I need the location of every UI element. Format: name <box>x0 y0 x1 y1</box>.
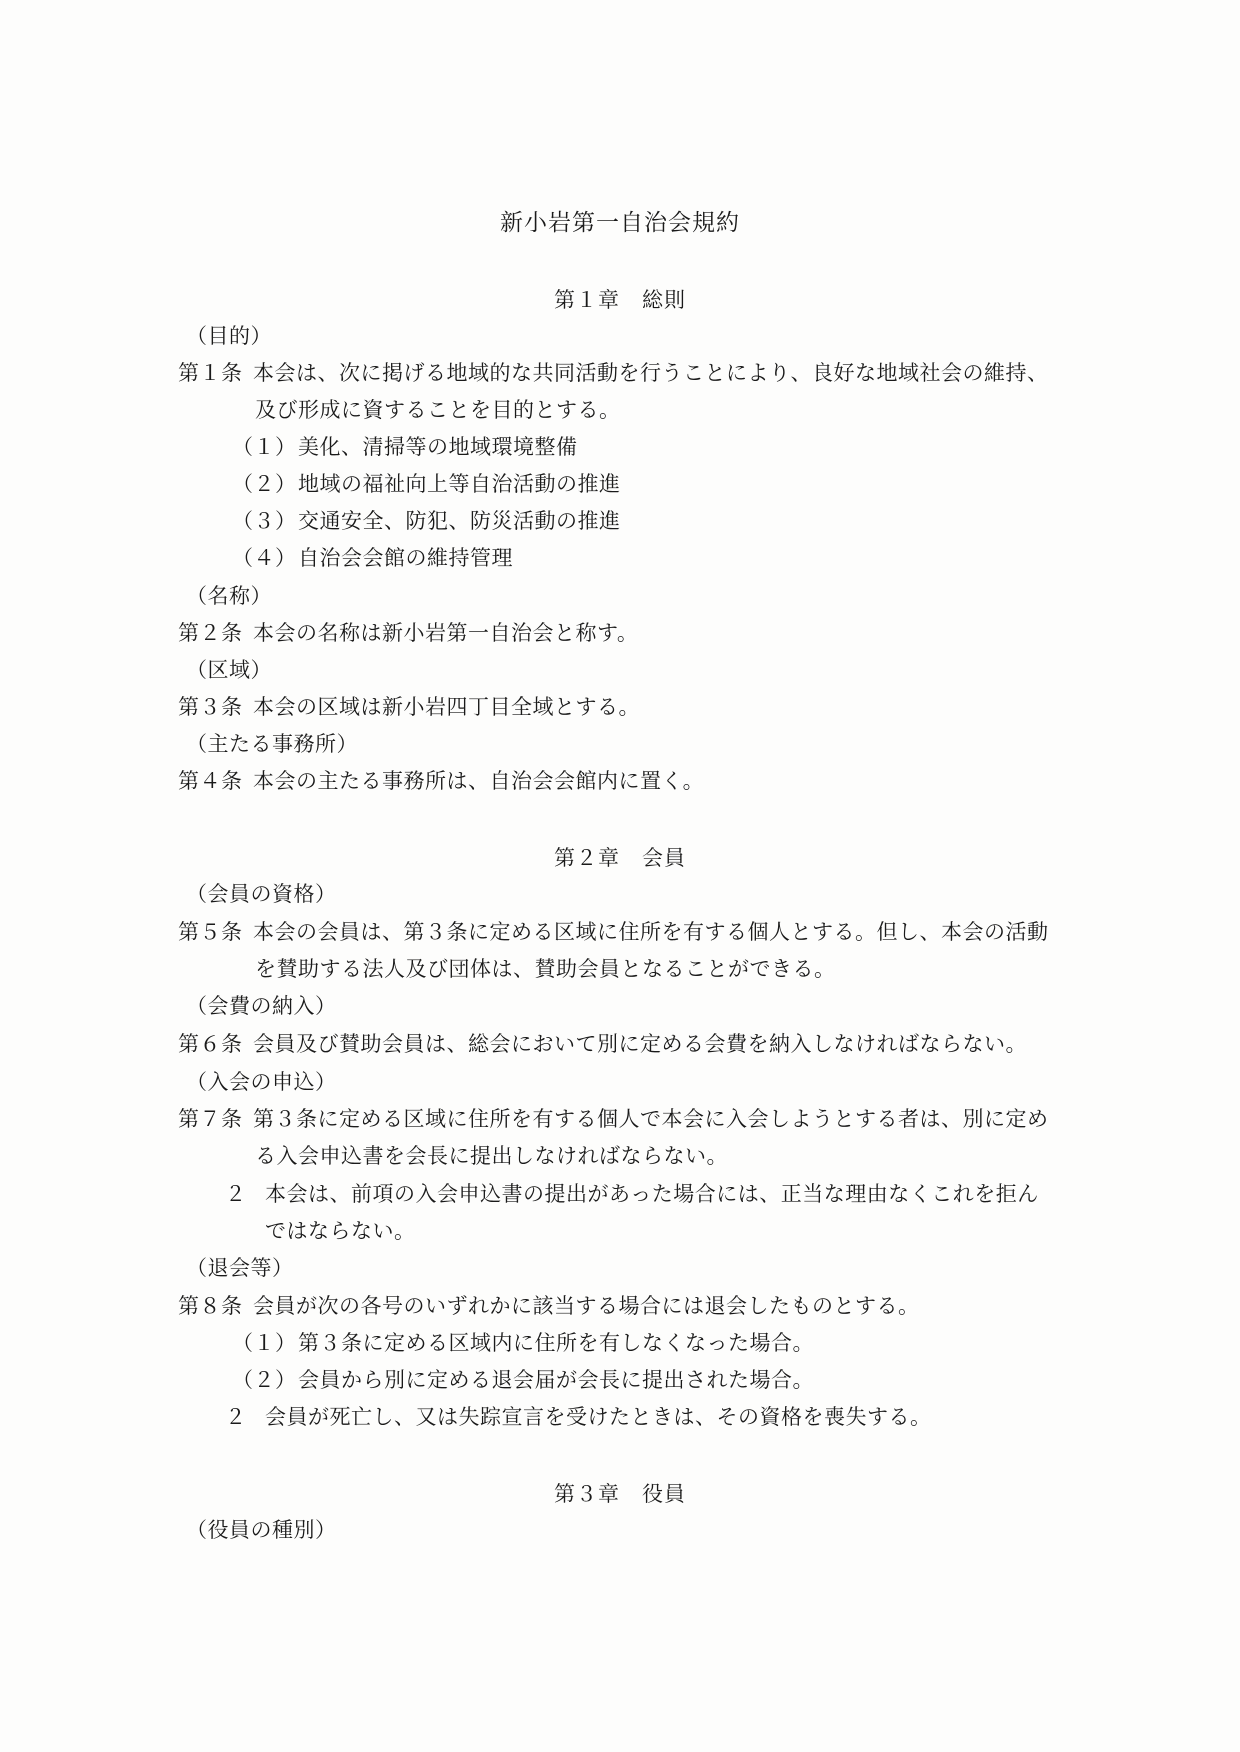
list-item <box>232 431 578 461</box>
item-number: （１） <box>232 435 297 459</box>
item-number: （３） <box>232 509 297 533</box>
article-text: 会員及び賛助会員は、総会において別に定める会費を納入しなければならない。 <box>253 1032 1027 1056</box>
item-text: 第３条に定める区域内に住所を有しなくなった場合。 <box>298 1331 814 1355</box>
article-number: 第５条 <box>178 920 243 944</box>
paragraph-text: 会員が死亡し、又は失踪宣言を受けたときは、その資格を喪失する。 <box>265 1405 932 1429</box>
chapter-heading-1: 第１章 総則 <box>554 288 686 312</box>
article-caption: （名称） <box>186 584 272 608</box>
item-text: 交通安全、防犯、防災活動の推進 <box>298 509 621 533</box>
item-text: 美化、清掃等の地域環境整備 <box>298 435 578 459</box>
article-2 <box>178 617 638 647</box>
paragraph-number: ２ <box>225 1405 247 1429</box>
article-number: 第４条 <box>178 769 243 793</box>
chapter-heading-2: 第２章 会員 <box>554 846 686 870</box>
article-text: 会員が次の各号のいずれかに該当する場合には退会したものとする。 <box>253 1294 920 1318</box>
article-text: 第３条に定める区域に住所を有する個人で本会に入会しようとする者は、別に定め <box>253 1107 1049 1131</box>
paragraph-2 <box>225 1401 932 1431</box>
article-5 <box>178 916 1049 946</box>
article-caption: （会費の納入） <box>186 994 337 1018</box>
list-item <box>232 542 513 572</box>
item-number: （２） <box>232 472 297 496</box>
article-text: 本会は、次に掲げる地域的な共同活動を行うことにより、良好な地域社会の維持、 <box>253 361 1049 385</box>
article-number: 第６条 <box>178 1032 243 1056</box>
article-caption: （退会等） <box>186 1256 294 1280</box>
paragraph-2 <box>225 1178 1039 1208</box>
article-number: 第７条 <box>178 1107 243 1131</box>
article-8 <box>178 1290 920 1320</box>
item-text: 自治会会館の維持管理 <box>298 546 513 570</box>
item-number: （１） <box>232 1331 297 1355</box>
list-item <box>232 468 621 498</box>
chapter-heading-3: 第３章 役員 <box>554 1482 686 1506</box>
list-item <box>232 1327 814 1357</box>
article-text: 本会の会員は、第３条に定める区域に住所を有する個人とする。但し、本会の活動 <box>253 920 1049 944</box>
article-caption: （入会の申込） <box>186 1070 337 1094</box>
article-text-continued: 及び形成に資することを目的とする。 <box>255 398 621 422</box>
article-3 <box>178 691 640 721</box>
article-6 <box>178 1028 1027 1058</box>
list-item <box>232 505 621 535</box>
article-text-continued: る入会申込書を会長に提出しなければならない。 <box>255 1144 728 1168</box>
article-text: 本会の主たる事務所は、自治会会館内に置く。 <box>253 769 705 793</box>
paragraph-text-continued: ではならない。 <box>265 1219 416 1243</box>
item-number: （２） <box>232 1368 297 1392</box>
article-1 <box>178 357 1049 387</box>
article-number: 第３条 <box>178 695 243 719</box>
document-title: 新小岩第一自治会規約 <box>500 210 740 236</box>
article-caption: （目的） <box>186 324 272 348</box>
article-number: 第１条 <box>178 361 243 385</box>
article-text: 本会の名称は新小岩第一自治会と称す。 <box>253 621 639 645</box>
article-7 <box>178 1103 1049 1133</box>
article-text-continued: を賛助する法人及び団体は、賛助会員となることができる。 <box>255 957 836 981</box>
article-text: 本会の区域は新小岩四丁目全域とする。 <box>253 695 640 719</box>
paragraph-number: ２ <box>225 1182 247 1206</box>
article-caption: （主たる事務所） <box>186 732 358 756</box>
item-text: 地域の福祉向上等自治活動の推進 <box>298 472 621 496</box>
article-caption: （会員の資格） <box>186 882 337 906</box>
article-4 <box>178 765 704 795</box>
item-text: 会員から別に定める退会届が会長に提出された場合。 <box>298 1368 814 1392</box>
list-item <box>232 1364 814 1394</box>
article-caption: （役員の種別） <box>186 1518 337 1542</box>
paragraph-text: 本会は、前項の入会申込書の提出があった場合には、正当な理由なくこれを拒ん <box>265 1182 1039 1206</box>
article-number: 第２条 <box>178 621 243 645</box>
item-number: （４） <box>232 546 297 570</box>
article-caption: （区域） <box>186 658 272 682</box>
article-number: 第８条 <box>178 1294 243 1318</box>
